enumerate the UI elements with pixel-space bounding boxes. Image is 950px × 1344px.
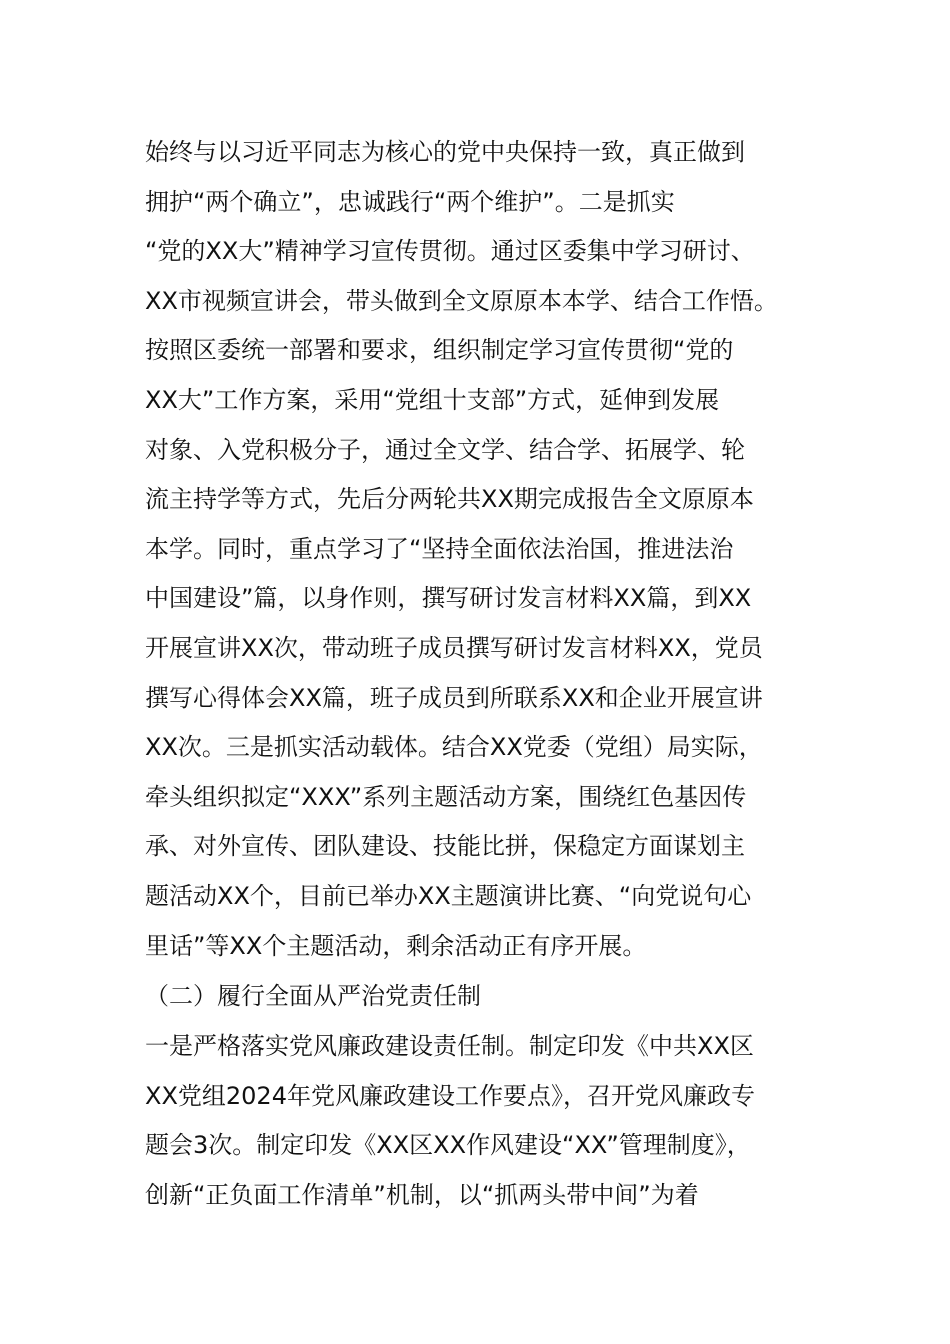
paragraph-line: 里话”等XX个主题活动，剩余活动正有序开展。 xyxy=(145,931,647,960)
paragraph-line: 拥护“两个确立”，忠诚践行“两个维护”。二是抓实 xyxy=(145,187,675,216)
paragraph-line: 题会3次。制定印发《XX区XX作风建设“XX”管理制度》， xyxy=(145,1131,751,1160)
paragraph-line: 流主持学等方式，先后分两轮共XX期完成报告全文原原本 xyxy=(145,485,754,514)
paragraph-line: 撰写心得体会XX篇，班子成员到所联系XX和企业开展宣讲 xyxy=(145,683,763,712)
paragraph-line: 中国建设”篇，以身作则，撰写研讨发言材料XX篇，到XX xyxy=(145,584,752,613)
paragraph-line: 牵头组织拟定“XXX”系列主题活动方案，围绕红色基因传 xyxy=(145,782,747,811)
paragraph-line: 题活动XX个，目前已举办XX主题演讲比赛、“向党说句心 xyxy=(145,881,752,910)
paragraph-line: 本学。同时，重点学习了“坚持全面依法治国，推进法治 xyxy=(145,534,734,563)
paragraph-line: 按照区委统一部署和要求，组织制定学习宣传贯彻“党的 xyxy=(145,336,734,365)
paragraph-line: 一是严格落实党风廉政建设责任制。制定印发《中共XX区 xyxy=(145,1032,754,1060)
paragraph-line: XX次。三是抓实活动载体。结合XX党委（党组）局实际， xyxy=(145,733,763,762)
paragraph-line: “党的XX大”精神学习宣传贯彻。通过区委集中学习研讨、 xyxy=(145,237,755,266)
paragraph-line: XX党组2024年党风廉政建设工作要点》，召开党风廉政专 xyxy=(145,1081,755,1110)
paragraph-line: XX市视频宣讲会，带头做到全文原原本本学、结合工作悟。 xyxy=(145,286,778,315)
section-heading-text: （二）履行全面从严治党责任制 xyxy=(145,982,481,1010)
body-paragraph xyxy=(145,128,830,971)
paragraph-line: XX大”工作方案，采用“党组十支部”方式，延伸到发展 xyxy=(145,385,720,414)
paragraph-line: 始终与以习近平同志为核心的党中央保持一致，真正做到 xyxy=(145,138,745,166)
body-paragraph xyxy=(145,1022,830,1220)
paragraph-line: 对象、入党积极分子，通过全文学、结合学、拓展学、轮 xyxy=(145,435,745,464)
paragraph-line: 开展宣讲XX次，带动班子成员撰写研讨发言材料XX，党员 xyxy=(145,633,763,662)
section-heading xyxy=(145,972,830,1022)
paragraph-line: 创新“正负面工作清单”机制，以“抓两头带中间”为着 xyxy=(145,1180,699,1209)
paragraph-line: 承、对外宣传、团队建设、技能比拼，保稳定方面谋划主 xyxy=(145,832,745,861)
